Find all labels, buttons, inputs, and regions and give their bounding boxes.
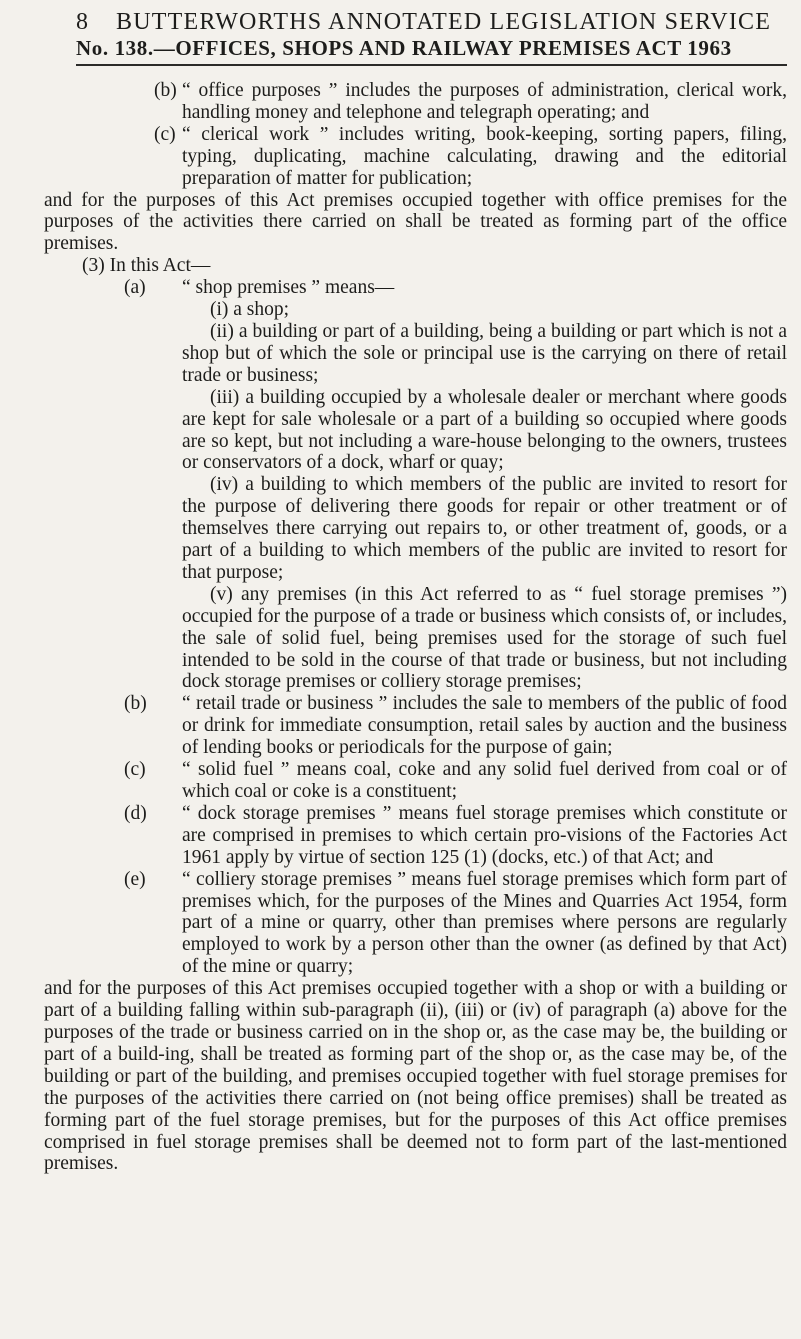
definition-text: “ office purposes ” includes the purposes of administration, clerical work, handling money and telephone and telegraph operating; and [182, 80, 787, 123]
definition-office-purposes [76, 80, 787, 124]
act-title: No. 138.—OFFICES, SHOPS AND RAILWAY PREMISES ACT 1963 [76, 36, 732, 60]
definition-clerical-work [76, 124, 787, 190]
definition-text: “ solid fuel ” means coal, coke and any solid fuel derived from coal or of which coal or coke is a constituent; [182, 759, 787, 802]
definition-retail-trade [76, 693, 787, 759]
definition-text: “ clerical work ” includes writing, book-keeping, sorting papers, filing, typing, duplicating, machine calculating, drawing and the editorial preparation of matter for publication; [182, 123, 787, 189]
sub-item-v: (v) any premises (in this Act referred to as “ fuel storage premises ”) occupied for the purpose of a trade or business which consists of, or includes, the sale of solid fuel, being premises used for the storage of such fuel intended to be sold in the course of that trade or business, but not including dock storage premises or colliery storage premises; [182, 583, 787, 693]
definition-solid-fuel [76, 759, 787, 803]
definition-shop-premises [76, 277, 787, 299]
sub-item-iii: (iii) a building occupied by a wholesale dealer or merchant where goods are kept for sale wholesale or a part of a building so occupied where goods are so kept, but not including a ware-house belonging to the owners, trustees or conservators of a dock, wharf or quay; [182, 386, 787, 474]
item-label-c: (c) [154, 123, 176, 145]
page-number: 8 [76, 9, 90, 35]
definition-colliery-storage [76, 869, 787, 979]
sub-item-ii: (ii) a building or part of a building, being a building or part which is not a shop but of which the sole or principal use is the carrying on there of retail trade or business; [182, 320, 787, 386]
item-label-b: (b) [124, 693, 147, 715]
definition-text: “ retail trade or business ” includes the sale to members of the public of food or drink for immediate consumption, retail sales by auction and the business of lending books or periodicals for the purpose of gain; [182, 693, 787, 759]
publication-title: BUTTERWORTHS ANNOTATED LEGISLATION SERVICE [116, 9, 772, 35]
definition-dock-storage [76, 803, 787, 869]
item-label-d: (d) [124, 802, 147, 824]
item-label-c: (c) [124, 759, 146, 781]
item-label-b: (b) [154, 80, 177, 101]
item-label-e: (e) [124, 868, 146, 890]
sub-item-iv: (iv) a building to which members of the public are invited to resort for the purpose of delivering there goods for repair or other treatment or of themselves there carrying out repairs to, or other treatment of, goods, or a part of a building to which members of the public are invited to resort for that purpose; [182, 474, 787, 583]
running-head [76, 8, 787, 36]
header-rule [76, 64, 787, 66]
subsection-3-heading: (3) In this Act— [82, 255, 211, 277]
sub-item-i: (i) a shop; [210, 299, 290, 321]
office-premises-closing: and for the purposes of this Act premises occupied together with office premises for the purposes of the activities there carried on shall be treated as forming part of the office premises. [44, 189, 787, 255]
shop-premises-list [76, 299, 787, 693]
shop-premises-closing: and for the purposes of this Act premises occupied together with a shop or with a building or part of a building falling within sub-paragraph (ii), (iii) or (iv) of paragraph (a) above for the purposes of the trade or business carried on in the shop or, as the case may be, the building or part of a build-ing, shall be treated as forming part of the shop or, as the case may be, of the building or part of the building, and premises occupied together with fuel storage premises for the purposes of the activities there carried on (not being office premises) shall be treated as forming part of the fuel storage premises, but for the purposes of this Act office premises comprised in fuel storage premises shall be deemed not to form part of the last-mentioned premises. [44, 978, 787, 1175]
definition-text: “ dock storage premises ” means fuel storage premises which constitute or are comprised in premises to which certain pro-visions of the Factories Act 1961 apply by virtue of section 125 (1) (docks, etc.) of that Act; and [182, 802, 787, 868]
definition-text: “ colliery storage premises ” means fuel storage premises which form part of premises which, for the purposes of the Mines and Quarries Act 1954, form part of a mine or quarry, other than premises where persons are regularly employed to work by a person other than the owner (as defined by that Act) of the mine or quarry; [182, 868, 787, 978]
definition-text: “ shop premises ” means— [182, 277, 395, 299]
statute-body [44, 80, 787, 1175]
item-label-a: (a) [124, 277, 146, 299]
